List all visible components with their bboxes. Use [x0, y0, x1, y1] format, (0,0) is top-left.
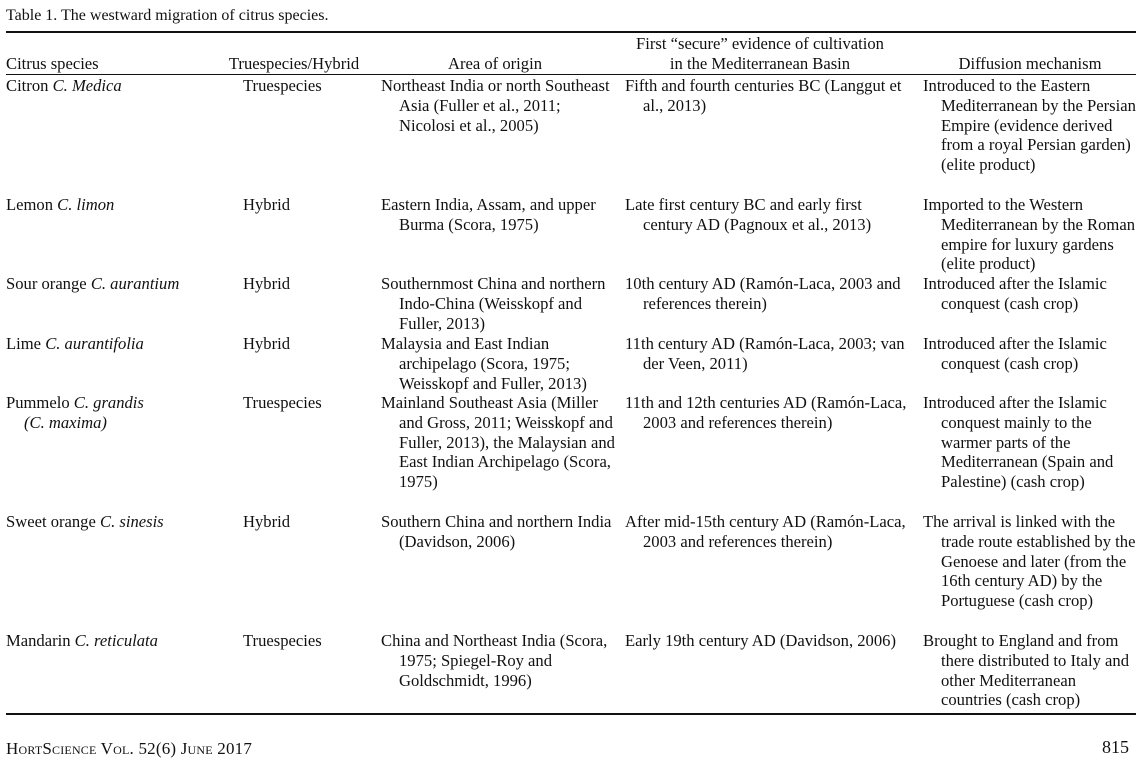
- table-bottom-rule: [6, 713, 1136, 715]
- origin-cell: China and Northeast India (Scora, 1975; Spiegel-Roy and Goldschmidt, 1996): [381, 631, 608, 690]
- header-evidence-line2: in the Mediterranean Basin: [669, 54, 851, 73]
- species-cell: [6, 631, 236, 651]
- diffusion-cell: Introduced after the Islamic conquest (cash crop): [923, 334, 1107, 373]
- diffusion-cell: Introduced after the Islamic conquest (cash crop): [923, 274, 1107, 313]
- type-cell: Hybrid: [243, 274, 291, 293]
- origin-cell: Southern China and northern India (Davidson, 2006): [381, 512, 612, 551]
- diffusion-cell: Imported to the Western Mediterranean by the Roman empire for luxury gardens (elite product): [923, 195, 1135, 274]
- type-cell: Truespecies: [243, 76, 322, 95]
- common-name: Sweet orange: [6, 512, 96, 531]
- diffusion-cell: Introduced to the Eastern Mediterranean by the Persian Empire (evidence derived from a royal Persian garden) (elite product): [923, 76, 1136, 175]
- scientific-name: C. grandis: [73, 393, 144, 412]
- scientific-synonym: (C. maxima): [24, 412, 107, 432]
- common-name: Lime: [6, 334, 42, 353]
- species-cell: [6, 76, 236, 96]
- scientific-name: C. Medica: [52, 76, 122, 95]
- evidence-cell: 11th century AD (Ramón-Laca, 2003; van der Veen, 2011): [625, 334, 905, 373]
- common-name: Sour orange: [6, 274, 87, 293]
- origin-cell: Northeast India or north Southeast Asia (Fuller et al., 2011; Nicolosi et al., 2005): [381, 76, 610, 135]
- scientific-name: C. aurantium: [90, 274, 180, 293]
- common-name: Lemon: [6, 195, 54, 214]
- type-cell: Hybrid: [243, 512, 291, 531]
- type-cell: Truespecies: [243, 631, 322, 650]
- table-caption: Table 1. The westward migration of citrus species.: [6, 7, 329, 24]
- species-cell: [6, 512, 236, 532]
- diffusion-cell: The arrival is linked with the trade route established by the Genoese and later (from the 16th century AD) by the Portuguese (cash crop): [923, 512, 1136, 611]
- species-cell: [6, 393, 236, 433]
- type-cell: Truespecies: [243, 393, 322, 412]
- origin-cell: Eastern India, Assam, and upper Burma (Scora, 1975): [381, 195, 596, 234]
- evidence-cell: Early 19th century AD (Davidson, 2006): [625, 631, 896, 650]
- journal-footer: HortScience Vol. 52(6) June 2017: [6, 739, 253, 758]
- header-diffusion: Diffusion mechanism: [958, 54, 1102, 73]
- common-name: Mandarin: [6, 631, 71, 650]
- table-top-rule: [6, 31, 1136, 33]
- evidence-cell: Fifth and fourth centuries BC (Langgut et al., 2013): [625, 76, 902, 115]
- origin-cell: Mainland Southeast Asia (Miller and Gross, 2011; Weisskopf and Fuller, 2013), the Malaysian and East Indian Archipelago (Scora, 1975): [381, 393, 615, 492]
- type-cell: Hybrid: [243, 334, 291, 353]
- origin-cell: Southernmost China and northern Indo-China (Weisskopf and Fuller, 2013): [381, 274, 606, 333]
- page-number: 815: [1102, 737, 1129, 757]
- scientific-name: C. aurantifolia: [45, 334, 144, 353]
- header-origin: Area of origin: [448, 54, 542, 73]
- scientific-name: C. sinesis: [100, 512, 164, 531]
- evidence-cell: After mid-15th century AD (Ramón-Laca, 2003 and references therein): [625, 512, 906, 551]
- origin-cell: Malaysia and East Indian archipelago (Scora, 1975; Weisskopf and Fuller, 2013): [381, 334, 587, 393]
- species-cell: [6, 195, 236, 215]
- diffusion-cell: Introduced after the Islamic conquest mainly to the warmer parts of the Mediterranean (Spain and Palestine) (cash crop): [923, 393, 1114, 492]
- header-evidence-line1: First “secure” evidence of cultivation: [636, 34, 884, 53]
- header-species: Citrus species: [6, 54, 99, 73]
- scientific-name: C. reticulata: [74, 631, 158, 650]
- evidence-cell: 10th century AD (Ramón-Laca, 2003 and references therein): [625, 274, 901, 313]
- common-name: Pummelo: [6, 393, 70, 412]
- scientific-name: C. limon: [57, 195, 115, 214]
- species-cell: [6, 274, 236, 294]
- type-cell: Hybrid: [243, 195, 291, 214]
- header-type: Truespecies/Hybrid: [228, 54, 360, 73]
- diffusion-cell: Brought to England and from there distributed to Italy and other Mediterranean countries (cash crop): [923, 631, 1130, 710]
- common-name: Citron: [6, 76, 49, 95]
- evidence-cell: Late first century BC and early first century AD (Pagnoux et al., 2013): [625, 195, 872, 234]
- species-cell: [6, 334, 236, 354]
- table-header-rule: [6, 74, 1136, 75]
- evidence-cell: 11th and 12th centuries AD (Ramón-Laca, 2003 and references therein): [625, 393, 907, 432]
